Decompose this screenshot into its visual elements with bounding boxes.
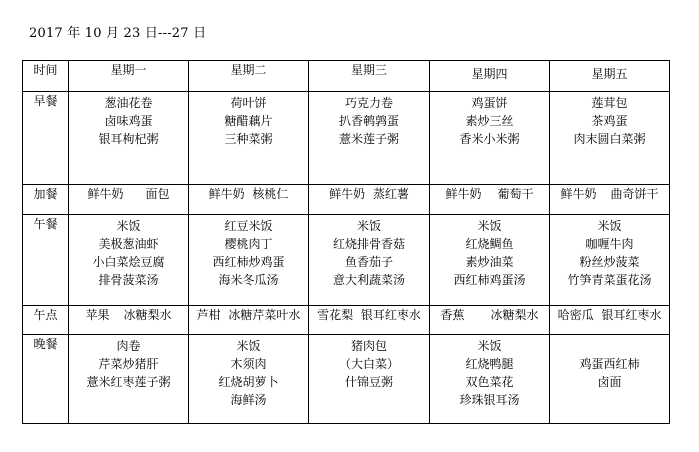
menu-item: 珍珠银耳汤 [459, 393, 520, 407]
menu-item: 红烧排骨香菇 [332, 237, 405, 251]
page-title: 2017 年 10 月 23 日---27 日 [29, 26, 207, 41]
menu-item: 排骨菠菜汤 [98, 273, 159, 287]
snack-am-cell-thu [430, 185, 550, 215]
breakfast-cell-tue [189, 92, 309, 185]
lunch-row [23, 215, 670, 306]
menu-item: 芦柑 [196, 308, 221, 322]
snack-am-row [23, 185, 670, 215]
menu-item: 巧克力卷 [344, 96, 393, 110]
menu-item: 茶鸡蛋 [591, 114, 628, 128]
snack-pm-cell-thu [430, 306, 550, 335]
menu-item: 银耳红枣水 [360, 308, 421, 322]
menu-item: 苹果 [85, 308, 110, 322]
menu-item: 鱼香茄子 [344, 255, 393, 269]
menu-item: 猪肉包 [350, 339, 387, 353]
menu-item: 海鲜汤 [230, 393, 267, 407]
menu-item: 意大利蔬菜汤 [332, 273, 405, 287]
snack-am-cell-mon [69, 185, 189, 215]
menu-item: 鸡蛋西红柿 [579, 357, 640, 371]
menu-item: 香米小米粥 [459, 132, 520, 146]
menu-item: 香蕉 [440, 308, 465, 322]
time-header: 时间 [23, 61, 69, 92]
menu-item: 卤面 [597, 375, 622, 389]
menu-item: 米饭 [477, 219, 502, 233]
menu-item: 素炒油菜 [465, 255, 514, 269]
breakfast-cell-mon [69, 92, 189, 185]
menu-item: 咖喱牛肉 [585, 237, 634, 251]
breakfast-cell-fri [550, 92, 670, 185]
breakfast-row [23, 92, 670, 185]
menu-item: 米饭 [356, 219, 381, 233]
menu-item: 面包 [145, 187, 170, 201]
snack-pm-cell-mon [69, 306, 189, 335]
menu-item: 美极葱油虾 [98, 237, 159, 251]
menu-item: 雪花梨 [317, 308, 354, 322]
menu-item: 西红柿鸡蛋汤 [453, 273, 526, 287]
snack-am-cell-fri [550, 185, 670, 215]
menu-item: 曲奇饼干 [610, 187, 659, 201]
menu-item: 葡萄干 [497, 187, 534, 201]
menu-item: 西红柿炒鸡蛋 [212, 255, 285, 269]
menu-item: 冰糖梨水 [490, 308, 539, 322]
meal-label-lunch: 午餐 [23, 215, 69, 306]
lunch-cell-tue [189, 215, 309, 306]
menu-item: 蒸红薯 [372, 187, 409, 201]
menu-item: 鲜牛奶 [208, 187, 245, 201]
menu-item: 红烧鸭腿 [465, 357, 514, 371]
menu-item: 莲茸包 [591, 96, 628, 110]
menu-item: 米饭 [236, 339, 261, 353]
day-header-thu: 星期四 [430, 61, 550, 92]
snack-pm-row [23, 306, 670, 335]
menu-item: 小白菜烩豆腐 [92, 255, 165, 269]
menu-item: 银耳枸杞粥 [98, 132, 159, 146]
dinner-cell-thu [430, 335, 550, 424]
menu-item: 红豆米饭 [224, 219, 273, 233]
menu-item: 米饭 [477, 339, 502, 353]
snack-pm-cell-wed [309, 306, 430, 335]
menu-item: 肉末圆白菜粥 [573, 132, 646, 146]
menu-item: 粉丝炒菠菜 [579, 255, 640, 269]
dinner-cell-tue [189, 335, 309, 424]
breakfast-cell-thu [430, 92, 550, 185]
menu-item: 肉卷 [116, 339, 141, 353]
menu-item: 糖醋藕片 [224, 114, 273, 128]
menu-item: 冰糖芹菜叶水 [228, 308, 301, 322]
snack-am-cell-wed [309, 185, 430, 215]
dinner-cell-mon [69, 335, 189, 424]
meal-label-snack-pm: 午点 [23, 306, 69, 335]
lunch-cell-wed [309, 215, 430, 306]
menu-item: 双色菜花 [465, 375, 514, 389]
menu-item: 薏米红枣莲子粥 [86, 375, 171, 389]
menu-item: （大白菜） [338, 357, 399, 371]
menu-item: 芹菜炒猪肝 [98, 357, 159, 371]
day-header-mon: 星期一 [69, 61, 189, 92]
menu-item: 红烧胡萝卜 [218, 375, 279, 389]
menu-item: 红烧鲷鱼 [465, 237, 514, 251]
menu-item: 薏米莲子粥 [338, 132, 399, 146]
dinner-cell-wed [309, 335, 430, 424]
snack-am-cell-tue [189, 185, 309, 215]
menu-item: 樱桃肉丁 [224, 237, 273, 251]
menu-item: 核桃仁 [252, 187, 289, 201]
menu-item: 鲜牛奶 [87, 187, 124, 201]
lunch-cell-fri [550, 215, 670, 306]
menu-item: 木须肉 [230, 357, 267, 371]
menu-item: 素炒三丝 [465, 114, 514, 128]
menu-item: 银耳红枣水 [601, 308, 662, 322]
menu-item: 卤味鸡蛋 [104, 114, 153, 128]
menu-item: 葱油花卷 [104, 96, 153, 110]
day-header-wed: 星期三 [309, 61, 430, 92]
meal-label-snack-am: 加餐 [23, 185, 69, 215]
snack-pm-cell-tue [189, 306, 309, 335]
menu-item: 米饭 [597, 219, 622, 233]
meal-label-breakfast: 早餐 [23, 92, 69, 185]
menu-item: 竹笋青菜蛋花汤 [567, 273, 652, 287]
header-row [23, 61, 670, 92]
day-header-tue: 星期二 [189, 61, 309, 92]
menu-item: 哈密瓜 [557, 308, 594, 322]
menu-item: 鲜牛奶 [560, 187, 597, 201]
menu-item: 荷叶饼 [230, 96, 267, 110]
menu-item: 鲜牛奶 [329, 187, 366, 201]
menu-item: 冰糖梨水 [123, 308, 172, 322]
dinner-cell-fri [550, 335, 670, 424]
menu-item: 什锦豆粥 [344, 375, 393, 389]
lunch-cell-mon [69, 215, 189, 306]
menu-item: 米饭 [116, 219, 141, 233]
menu-item: 鸡蛋饼 [471, 96, 508, 110]
menu-table [22, 60, 670, 424]
menu-item: 海米冬瓜汤 [218, 273, 279, 287]
day-header-fri: 星期五 [550, 61, 670, 92]
menu-item: 三种菜粥 [224, 132, 273, 146]
meal-label-dinner: 晚餐 [23, 335, 69, 424]
breakfast-cell-wed [309, 92, 430, 185]
dinner-row [23, 335, 670, 424]
snack-pm-cell-fri [550, 306, 670, 335]
menu-item: 鲜牛奶 [445, 187, 482, 201]
menu-item: 扒香鹌鹑蛋 [338, 114, 399, 128]
lunch-cell-thu [430, 215, 550, 306]
